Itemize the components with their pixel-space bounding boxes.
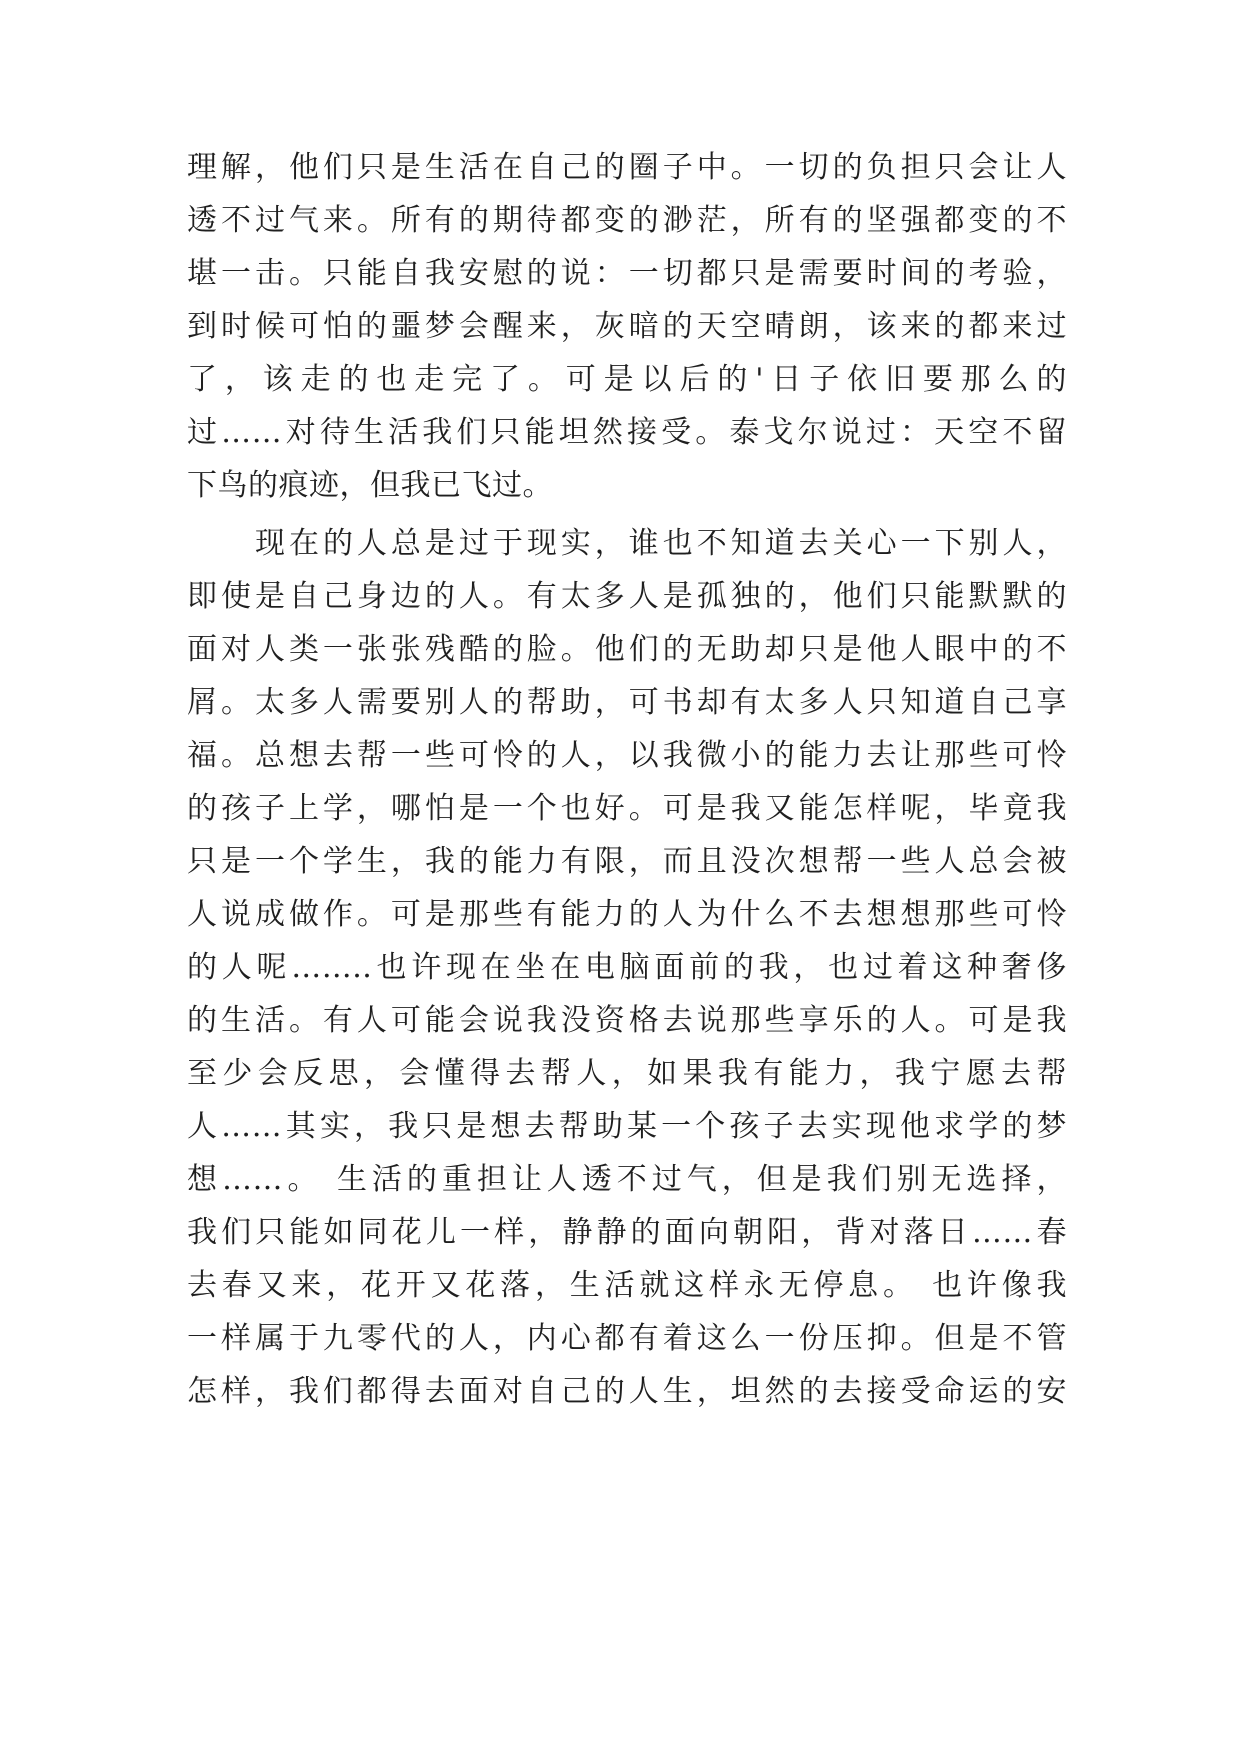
paragraph-line: 下鸟的痕迹，但我已飞过。: [187, 468, 553, 503]
paragraph-line: 堪一击。只能自我安慰的说：一切都只是需要时间的考验，: [187, 256, 1067, 291]
paragraph-line: 想……。 生活的重担让人透不过气，但是我们别无选择，: [187, 1162, 1067, 1197]
paragraph-line: 我们只能如同花儿一样，静静的面向朝阳，背对落日……春: [187, 1215, 1067, 1250]
paragraph-line: 人说成做作。可是那些有能力的人为什么不去想想那些可怜: [187, 897, 1067, 932]
paragraph-line: 怎样，我们都得去面对自己的人生，坦然的去接受命运的安: [187, 1374, 1067, 1409]
paragraph-line: 一样属于九零代的人，内心都有着这么一份压抑。但是不管: [187, 1321, 1067, 1356]
paragraph-line: 的人呢……..也许现在坐在电脑面前的我，也过着这种奢侈: [187, 950, 1067, 985]
paragraph-line: 过……对待生活我们只能坦然接受。泰戈尔说过：天空不留: [187, 415, 1067, 450]
paragraph-line: 理解，他们只是生活在自己的圈子中。一切的负担只会让人: [187, 150, 1067, 185]
paragraph-line: 透不过气来。所有的期待都变的渺茫，所有的坚强都变的不: [187, 203, 1067, 238]
paragraph-line: 到时候可怕的噩梦会醒来，灰暗的天空晴朗，该来的都来过: [187, 309, 1067, 344]
paragraph-line: 的生活。有人可能会说我没资格去说那些享乐的人。可是我: [187, 1003, 1067, 1038]
document-body: [187, 0, 1067, 1754]
paragraph-line: 了，该走的也走完了。可是以后的'日子依旧要那么的: [187, 362, 1067, 397]
paragraph-first-line: 现在的人总是过于现实，谁也不知道去关心一下别人，: [255, 526, 1067, 561]
paragraph-line: 去春又来，花开又花落，生活就这样永无停息。 也许像我: [187, 1268, 1067, 1303]
paragraph-line: 只是一个学生，我的能力有限，而且没次想帮一些人总会被: [187, 844, 1067, 879]
paragraph-line: 的孩子上学，哪怕是一个也好。可是我又能怎样呢，毕竟我: [187, 791, 1067, 826]
paragraph-line: 屑。太多人需要别人的帮助，可书却有太多人只知道自己享: [187, 685, 1067, 720]
paragraph-line: 福。总想去帮一些可怜的人，以我微小的能力去让那些可怜: [187, 738, 1067, 773]
paragraph-line: 人……其实，我只是想去帮助某一个孩子去实现他求学的梦: [187, 1109, 1067, 1144]
paragraph-line: 即使是自己身边的人。有太多人是孤独的，他们只能默默的: [187, 579, 1067, 614]
paragraph-line: 至少会反思，会懂得去帮人，如果我有能力，我宁愿去帮: [187, 1056, 1067, 1091]
paragraph-line: 面对人类一张张残酷的脸。他们的无助却只是他人眼中的不: [187, 632, 1067, 667]
